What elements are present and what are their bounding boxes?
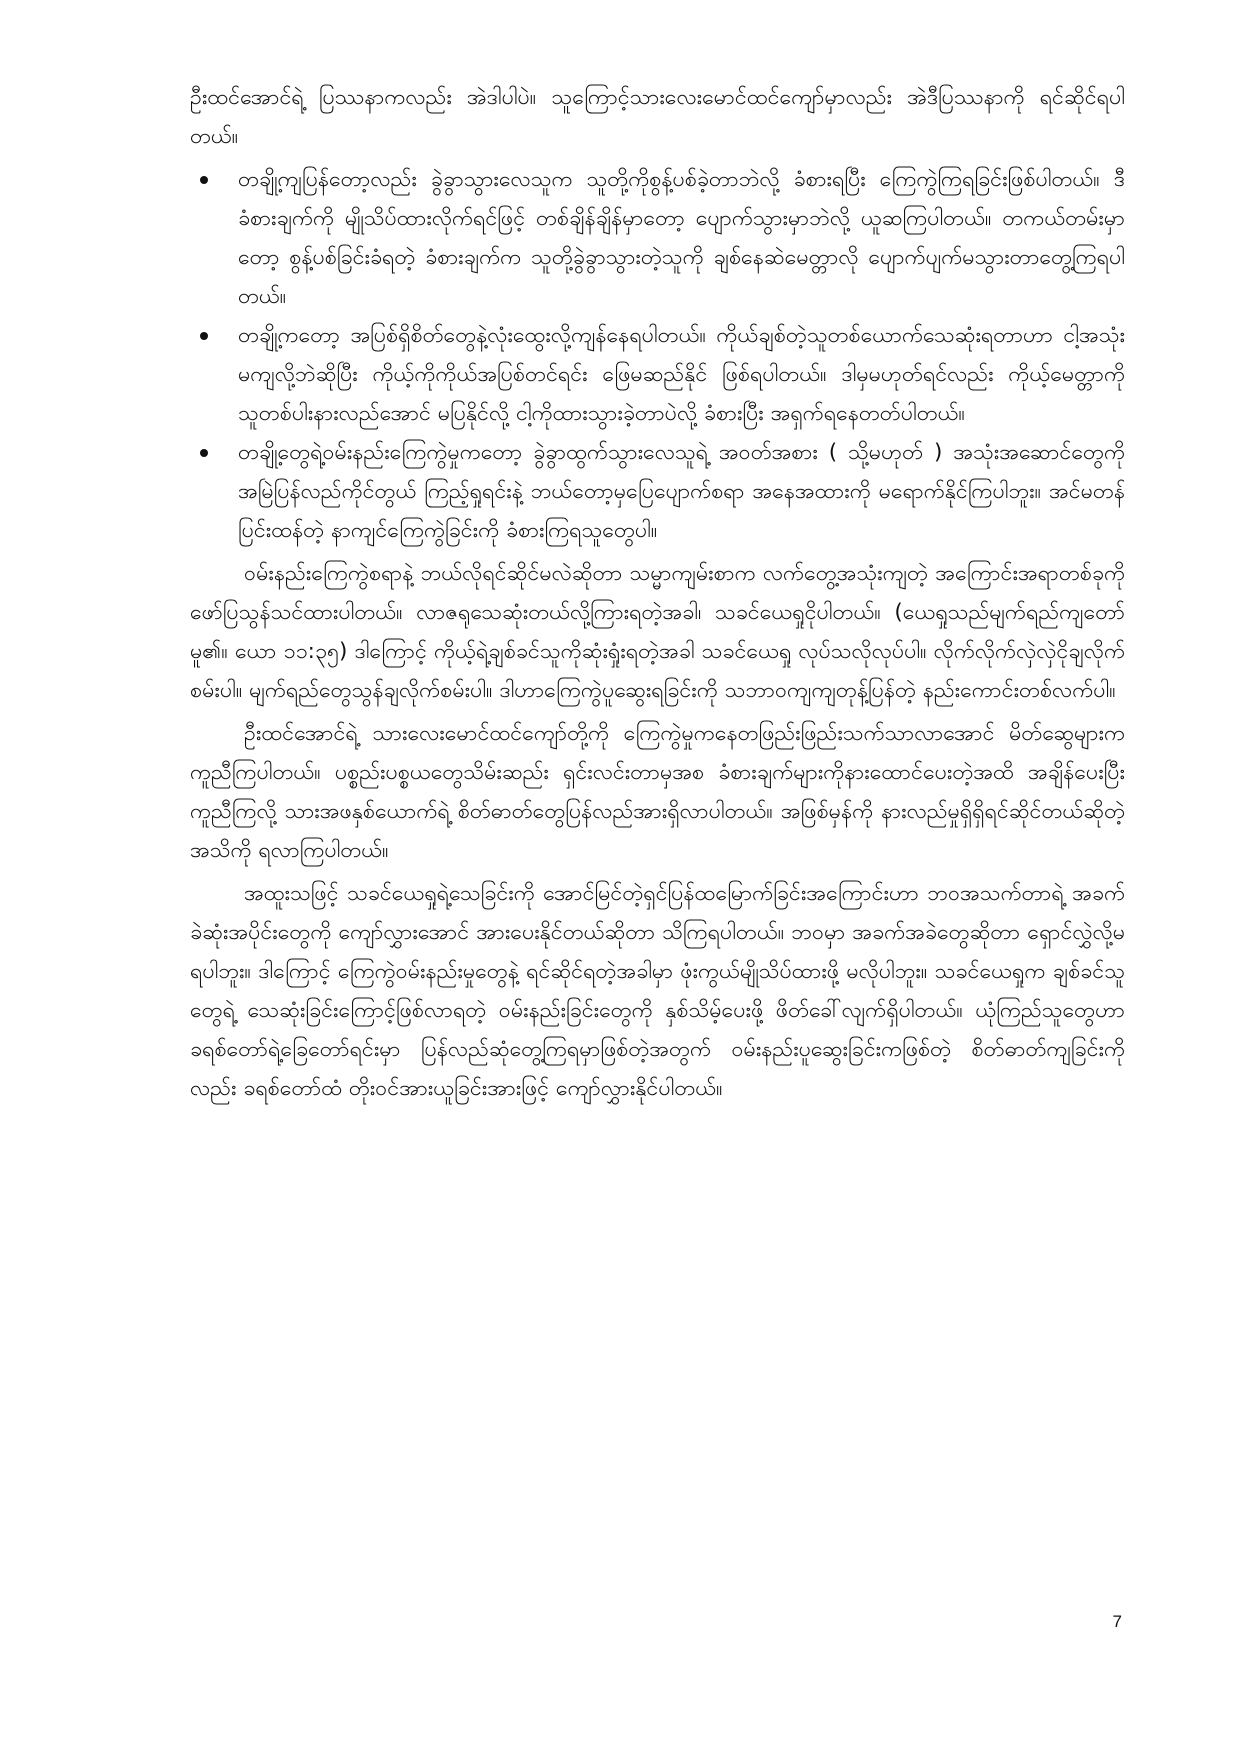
page-number: 7 bbox=[1112, 1612, 1122, 1631]
bullet-text: တချို့တွေရဲ့ဝမ်းနည်းကြေကွဲမှုကတော့ ခွဲခွာထွက်သွားလေသူရဲ့ အဝတ်အစား ( သို့မဟုတ် ) အသုံးအဆောင်တွေကို အမြဲပြန်လည်ကိုင်တွယ် ကြည့်ရှုရင်းနဲ့ ဘယ်တော့မှပြေပျောက်စရာ အနေအထားကို မရောက်နိုင်ကြပါဘူး။ အင်မတန်ပြင်းထန်တဲ့ နာကျင်ကြေကွဲခြင်းကို ခံစားကြရသူတွေပါ။ bbox=[238, 440, 1125, 543]
bullet-text: တချို့ကတော့ အပြစ်ရှိစိတ်တွေနဲ့လုံးထွေးလို့ကျန်နေရပါတယ်။ ကိုယ်ချစ်တဲ့သူတစ်ယောက်သေဆုံးရတာဟာ ငါ့အသုံးမကျလို့ဘဲဆိုပြီး ကိုယ့်ကိုကိုယ်အပြစ်တင်ရင်း ဖြေမဆည်နိုင် ဖြစ်ရပါတယ်။ ဒါမှမဟုတ်ရင်လည်း ကိုယ့်မေတ္တာကို သူတစ်ပါးနားလည်အောင် မပြနိုင်လို့ ငါ့ကိုထားသွားခဲ့တာပဲလို့ ခံစားပြီး အရှက်ရနေတတ်ပါတယ်။ bbox=[238, 323, 1125, 426]
bullet-text: တချို့ကျပြန်တော့လည်း ခွဲခွာသွားလေသူက သူတို့ကိုစွန့်ပစ်ခဲ့တာဘဲလို့ ခံစားရပြီး ကြေကွဲကြရခြင်းဖြစ်ပါတယ်။ ဒီခံစားချက်ကို မျိုသိပ်ထားလိုက်ရင်ဖြင့် တစ်ချိန်ချိန်မှာတော့ ပျောက်သွားမှာဘဲလို့ ယူဆကြပါတယ်။ တကယ်တမ်းမှာတော့ စွန့်ပစ်ခြင်းခံရတဲ့ ခံစားချက်က သူတို့ခွဲခွာသွားတဲ့သူကို ချစ်နေဆဲမေတ္တာလို ပျောက်ပျက်မသွားတာတွေ့ကြရပါတယ်။ bbox=[238, 167, 1125, 309]
body-paragraph-scripture: ဝမ်းနည်းကြေကွဲစရာနဲ့ ဘယ်လိုရင်ဆိုင်မလဲဆိုတာ သမ္မာကျမ်းစာက လက်တွေ့အသုံးကျတဲ့ အကြောင်းအရာတစ်ခုကို ဖော်ပြသွန်သင်ထားပါတယ်။ လာဇရုသေဆုံးတယ်လို့ကြားရတဲ့အခါ၊ သခင်ယေရှုငိုပါတယ်။ (ယေရှုသည်မျက်ရည်ကျတော်မူ၏။ ယော ၁၁:၃၅) ဒါကြောင့် ကိုယ့်ရဲ့ချစ်ခင်သူကိုဆုံးရှုံးရတဲ့အခါ သခင်ယေရှု လုပ်သလိုလုပ်ပါ။ လိုက်လိုက်လှဲလှဲငိုချလိုက်စမ်းပါ။ မျက်ရည်တွေသွန်ချလိုက်စမ်းပါ။ ဒါဟာကြေကွဲပူဆွေးရခြင်းကို သဘာဝကျကျတုန့်ပြန်တဲ့ နည်းကောင်းတစ်လက်ပါ။ bbox=[190, 561, 1125, 703]
body-paragraph-friends: ဦးထင်အောင်ရဲ့ သားလေးမောင်ထင်ကျော်တို့ကို ကြေကွဲမှုကနေတဖြည်းဖြည်းသက်သာလာအောင် မိတ်ဆွေများကကူညီကြပါတယ်။ ပစ္စည်းပစ္စယတွေသိမ်းဆည်း ရှင်းလင်းတာမှအစ ခံစားချက်များကိုနားထောင်ပေးတဲ့အထိ အချိန်ပေးပြီးကူညီကြလို့ သားအဖနှစ်ယောက်ရဲ့ စိတ်ဓာတ်တွေပြန်လည်အားရှိလာပါတယ်။ အဖြစ်မှန်ကို နားလည်မှုရှိရှိရင်ဆိုင်တယ်ဆိုတဲ့ အသိကို ရလာကြပါတယ်။ bbox=[190, 721, 1125, 863]
bullet-dot-icon bbox=[200, 332, 208, 340]
bullet-item-abandonment bbox=[238, 160, 1125, 316]
bullet-item-belongings bbox=[238, 433, 1125, 550]
bullet-dot-icon bbox=[200, 176, 208, 184]
intro-paragraph: ဦးထင်အောင်ရဲ့ ပြဿနာကလည်း အဲဒါပါပဲ။ သူကြောင့်သားလေးမောင်ထင်ကျော်မှာလည်း အဲဒီပြဿနာကို ရင်ဆိုင်ရပါတယ်။ bbox=[190, 85, 1125, 149]
bullet-dot-icon bbox=[200, 449, 208, 457]
bullet-item-guilt bbox=[238, 316, 1125, 433]
bullet-list bbox=[190, 160, 1125, 550]
body-paragraph-resurrection: အထူးသဖြင့် သခင်ယေရှုရဲ့သေခြင်းကို အောင်မြင်တဲ့ရှင်ပြန်ထမြောက်ခြင်းအကြောင်းဟာ ဘဝအသက်တာရဲ့ အခက်ခဲဆုံးအပိုင်းတွေကို ကျော်လွှားအောင် အားပေးနိုင်တယ်ဆိုတာ သိကြရပါတယ်။ ဘဝမှာ အခက်အခဲတွေဆိုတာ ရှောင်လွှဲလို့မရပါဘူး။ ဒါကြောင့် ကြေကွဲဝမ်းနည်းမှုတွေနဲ့ ရင်ဆိုင်ရတဲ့အခါမှာ ဖုံးကွယ်မျိုသိပ်ထားဖို့ မလိုပါဘူး။ သခင်ယေရှုက ချစ်ခင်သူတွေရဲ့ သေဆုံးခြင်းကြောင့်ဖြစ်လာရတဲ့ ဝမ်းနည်းခြင်းတွေကို နှစ်သိမ့်ပေးဖို့ ဖိတ်ခေါ်လျက်ရှိပါတယ်။ ယုံကြည်သူတွေဟာ ခရစ်တော်ရဲ့ခြေတော်ရင်းမှာ ပြန်လည်ဆုံတွေ့ကြရမှာဖြစ်တဲ့အတွက် ဝမ်းနည်းပူဆွေးခြင်းကဖြစ်တဲ့ စိတ်ဓာတ်ကျခြင်းကိုလည်း ခရစ်တော်ထံ တိုးဝင်အားယူခြင်းအားဖြင့် ကျော်လွှားနိုင်ပါတယ်။ bbox=[190, 881, 1125, 1101]
